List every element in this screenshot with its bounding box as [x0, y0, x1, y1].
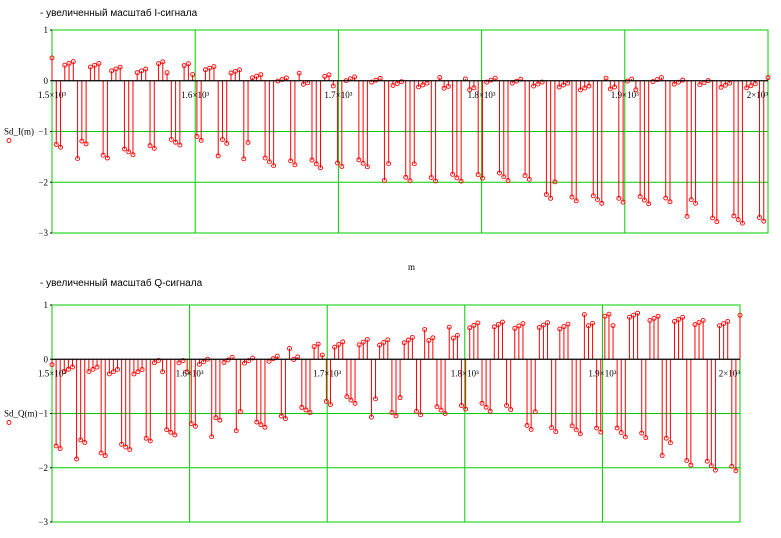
y-tick-label: −2 — [38, 462, 48, 473]
x-tick-label: 1.8×10³ — [450, 368, 479, 379]
y-tick-label: −3 — [38, 228, 48, 238]
y-tick-label: −1 — [38, 408, 48, 419]
y-tick-label: −2 — [38, 177, 48, 188]
x-tick-label: 2×10³ — [746, 89, 768, 100]
x-tick-label: 1.9×10³ — [588, 368, 617, 379]
y-tick-label: −3 — [38, 517, 48, 527]
x-tick-label: 1.6×10³ — [181, 89, 210, 100]
x-tick-label: 1.5×10³ — [38, 89, 67, 100]
x-tick-label: 1.6×10³ — [175, 368, 204, 379]
chart-title-i: - увеличенный масштаб I-сигнала — [40, 8, 198, 19]
x-tick-label: 1.5×10³ — [38, 368, 67, 379]
x-tick-label: 1.9×10³ — [610, 89, 639, 100]
y-tick-label: 0 — [43, 354, 48, 365]
y-axis-label: Sd_Q(m) — [4, 408, 38, 419]
x-axis-label: m — [408, 262, 416, 272]
legend-marker — [7, 421, 11, 425]
y-axis-label: Sd_I(m) — [4, 126, 34, 137]
y-tick-label: 1 — [43, 25, 48, 35]
y-tick-label: −1 — [38, 126, 48, 137]
y-tick-label: 1 — [43, 300, 48, 310]
legend-marker — [7, 139, 11, 143]
x-tick-label: 1.7×10³ — [324, 89, 353, 100]
x-tick-label: 1.7×10³ — [313, 368, 342, 379]
x-tick-label: 1.8×10³ — [467, 89, 496, 100]
x-tick-label: 2×10³ — [718, 368, 740, 379]
chart-title-q: - увеличенный масштаб Q-сигнала — [40, 278, 203, 289]
y-tick-label: 0 — [43, 75, 48, 86]
